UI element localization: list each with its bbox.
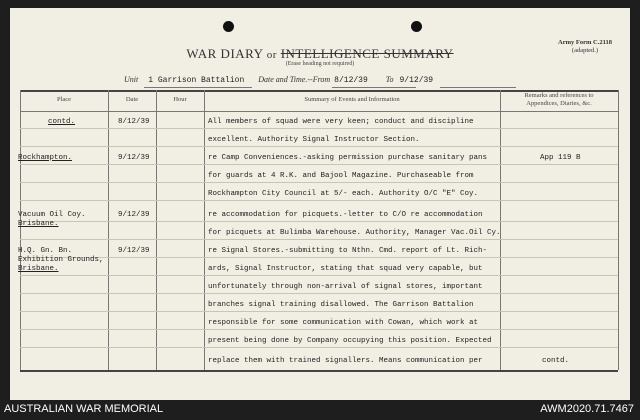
summary-line: All members of squad were very keen; conduct and discipline <box>208 118 474 126</box>
page-title: WAR DIARY or INTELLIGENCE SUMMARY <box>186 46 454 61</box>
summary-line: Rockhampton City Council at 5/- each. Authority O/C "E" Coy. <box>208 190 479 198</box>
ruled-line <box>20 200 618 201</box>
punch-hole-right <box>411 21 422 32</box>
date-entry: 8/12/39 <box>118 118 150 126</box>
place-entry: Rockhampton. <box>18 154 73 162</box>
summary-line: excellent. Authority Signal Instructor Section. <box>208 136 420 144</box>
ruled-line <box>20 182 618 183</box>
ruled-line <box>20 329 618 330</box>
place-entry: contd. <box>48 118 76 126</box>
column-hour: Hour <box>173 96 187 103</box>
summary-line: replace them with trained signallers. Means communication per <box>208 357 483 365</box>
bottom-remark: contd. <box>542 357 570 365</box>
ruled-line <box>20 275 618 276</box>
place-entry-line2: Exhibition Grounds, <box>18 256 104 264</box>
summary-line: re accommodation for picquets.-letter to C/O re accommodation <box>208 211 483 219</box>
column-summary: Summary of Events and Information <box>304 96 400 103</box>
summary-line: unfortunately through non-arrival of signal stores, important <box>208 283 483 291</box>
date-entry: 9/12/39 <box>118 247 150 255</box>
archive-reference: AWM2020.71.7467 <box>540 403 634 415</box>
form-number: Army Form C.2118 (adapted.) <box>558 39 612 54</box>
place-entry: H.Q. Gn. Bn. <box>18 247 73 255</box>
ruled-line <box>20 128 618 129</box>
remark-entry: App 119 B <box>540 154 581 162</box>
summary-line: re Camp Conveniences.-asking permission purchase sanitary pans <box>208 154 488 162</box>
ruled-line <box>20 293 618 294</box>
ruled-line <box>20 311 618 312</box>
unit-line: Unit 1 Garrison Battalion Date and Time.--From 8/12/39 To 9/12/39 <box>124 75 434 85</box>
summary-line: present being done by Company occupying this position. Expected <box>208 337 492 345</box>
place-entry: Vacuum Oil Coy. <box>18 211 86 219</box>
ruled-line <box>20 257 618 258</box>
date-entry: 9/12/39 <box>118 211 150 219</box>
summary-line: re Signal Stores.-submitting to Nthn. Cmd. report of Lt. Rich- <box>208 247 488 255</box>
ruled-line <box>20 146 618 147</box>
ruled-line <box>20 164 618 165</box>
summary-line: branches signal training disallowed. The Garrison Battalion <box>208 301 474 309</box>
column-place: Place <box>56 96 72 103</box>
place-entry-line3: Brisbane. <box>18 265 59 273</box>
erase-note: (Erase heading not required) <box>285 61 355 67</box>
summary-line: for guards at 4 R.K. and Bajool Magazine. Purchaseable from <box>208 172 474 180</box>
ruled-line <box>20 347 618 348</box>
ruled-line <box>20 239 618 240</box>
summary-line: for picquets at Bulimba Warehouse. Authority, Manager Vac.Oil Cy. <box>208 229 501 237</box>
column-remarks: Remarks and references to Appendices, Diaries, &c. <box>524 92 594 107</box>
diary-page <box>10 8 630 400</box>
summary-line: ards, Signal Instructor, stating that squad very capable, but <box>208 265 483 273</box>
ruled-line <box>20 221 618 222</box>
date-entry: 9/12/39 <box>118 154 150 162</box>
column-date: Date <box>125 96 139 103</box>
punch-hole-left <box>223 21 234 32</box>
archive-credit: AUSTRALIAN WAR MEMORIAL <box>4 403 164 415</box>
place-entry-line2: Brisbane. <box>18 220 59 228</box>
summary-line: responsible for some communication with Cowan, which work at <box>208 319 479 327</box>
